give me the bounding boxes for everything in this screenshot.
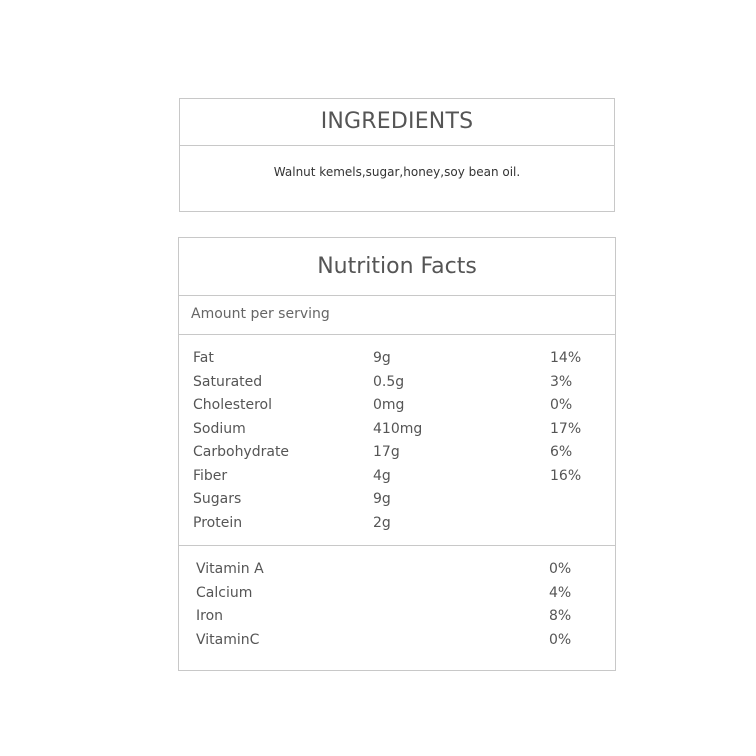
nutrient-amount: 17g [373, 444, 400, 460]
vitamin-row [179, 583, 615, 607]
nutrient-amount: 9g [373, 350, 391, 366]
nutrient-amount: 9g [373, 491, 391, 507]
nutrient-daily-value: 17% [550, 420, 582, 437]
nutrient-row [179, 442, 615, 466]
vitamin-name: Iron [196, 608, 224, 624]
nutrient-row [179, 395, 615, 419]
nutrient-daily-value: 14% [550, 350, 582, 366]
nutrient-row [179, 489, 615, 513]
nutrient-name: Protein [193, 514, 243, 531]
nutrition-panel [178, 237, 616, 671]
amount-per-serving-row [179, 295, 615, 335]
ingredients-text: Walnut kemels,sugar,honey,soy bean oil. [273, 165, 521, 179]
nutrient-list [179, 348, 615, 536]
nutrient-name: Sodium [193, 420, 246, 437]
nutrient-daily-value: 3% [550, 373, 573, 390]
vitamin-name: Calcium [196, 584, 253, 601]
nutrient-daily-value: 0% [550, 397, 573, 413]
nutrient-daily-value: 16% [550, 467, 582, 484]
vitamin-name: Vitamin A [196, 561, 264, 577]
nutrient-daily-value: 6% [550, 444, 573, 460]
vitamin-row [179, 630, 615, 654]
nutrient-amount: 410mg [373, 420, 423, 437]
nutrient-amount: 0.5g [373, 373, 405, 390]
vitamin-row [179, 559, 615, 583]
nutrient-name: Cholesterol [193, 397, 273, 413]
section-divider [179, 545, 615, 546]
nutrient-row [179, 348, 615, 372]
vitamin-daily-value: 4% [549, 584, 572, 601]
nutrient-row [179, 466, 615, 490]
nutrient-row [179, 372, 615, 396]
nutrient-row [179, 419, 615, 443]
vitamin-daily-value: 8% [549, 608, 572, 624]
vitamin-daily-value: 0% [549, 631, 572, 648]
vitamin-row [179, 606, 615, 630]
nutrient-amount: 0mg [373, 397, 405, 413]
vitamin-name: VitaminC [196, 631, 260, 648]
nutrient-name: Sugars [193, 491, 242, 507]
amount-per-serving-label: Amount per serving [191, 306, 330, 322]
ingredients-panel [179, 98, 615, 212]
nutrient-name: Fat [193, 350, 214, 366]
vitamin-daily-value: 0% [549, 561, 572, 577]
nutrient-name: Saturated [193, 373, 263, 390]
vitamin-list [179, 559, 615, 653]
nutrient-name: Carbohydrate [193, 444, 290, 460]
nutrient-amount: 4g [373, 467, 391, 484]
nutrient-name: Fiber [193, 467, 228, 484]
nutrient-row [179, 513, 615, 537]
nutrition-title: Nutrition Facts [179, 238, 615, 296]
ingredients-title: INGREDIENTS [180, 99, 614, 146]
nutrient-amount: 2g [373, 514, 391, 531]
